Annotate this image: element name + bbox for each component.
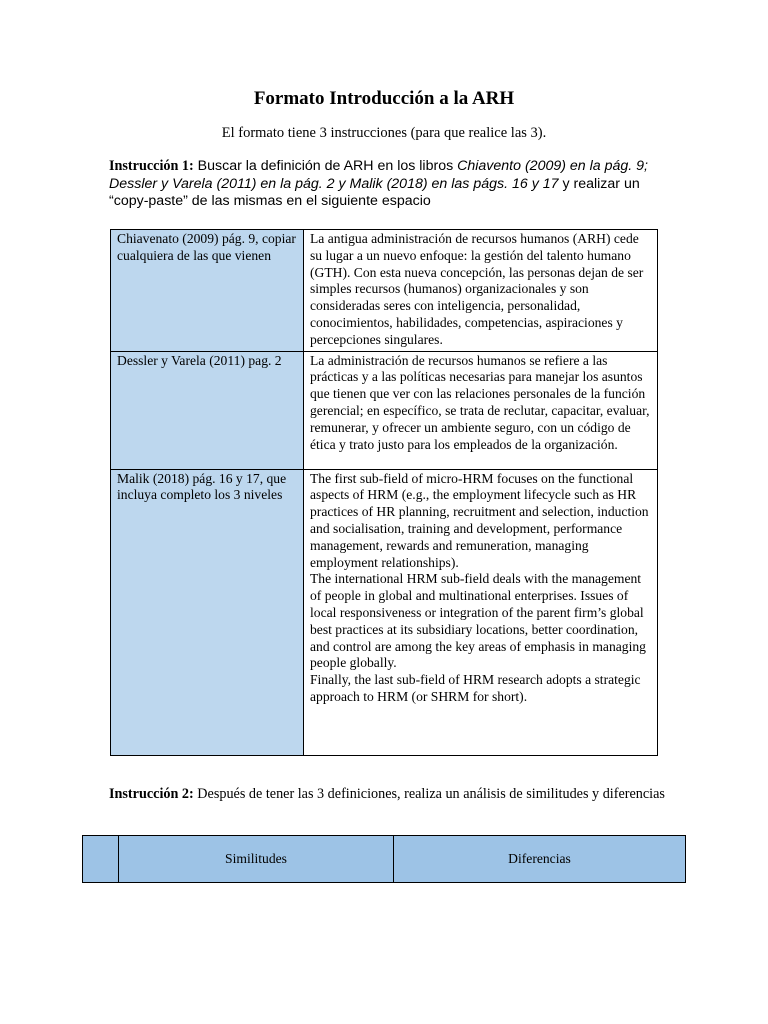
definition-paragraph: The international HRM sub-field deals with the management of people in global and multinational enterprises. Issues of local responsiveness or integration of the parent firm’s global best practices at its subsidiary locations, better coordination, and control are among the key areas of emphasis in managing people globally. bbox=[310, 571, 646, 671]
comparison-header-similitudes: Similitudes bbox=[119, 836, 394, 883]
instruction-1-italic: Chiavento (2009) en la pág. 9; Dessler y Varela (2011) en la pág. 2 y Malik (2018) en las págs. 16 y 17 bbox=[109, 158, 648, 192]
instruction-2 bbox=[109, 785, 669, 803]
source-cell-malik: Malik (2018) pág. 16 y 17, que incluya completo los 3 niveles bbox=[111, 469, 304, 755]
definition-paragraph: La antigua administración de recursos humanos (ARH) cede su lugar a un nuevo enfoque: la gestión del talento humano (GTH). Con esta nueva concepción, las personas dejan de ser simples recursos (humanos) organizacionales y son consideradas seres con inteligencia, personalidad, conocimientos, habilidades, competencias, aspiraciones y percepciones singulares. bbox=[310, 231, 644, 347]
table-row bbox=[111, 469, 658, 755]
instruction-1-text-b: y realizar un “copy-paste” de las mismas en el siguiente espacio bbox=[109, 175, 640, 209]
definition-paragraph: La administración de recursos humanos se refiere a las prácticas y a las políticas necesarias para manejar los asuntos que tienen que ver con las relaciones personales de la función gerencial; en específico, se trata de reclutar, capacitar, evaluar, remunerar, y ofrecer un ambiente seguro, con un código de ética y trato justo para los empleados de la organización. bbox=[310, 352, 650, 452]
comparison-blank-cell[interactable] bbox=[83, 836, 119, 883]
table-row bbox=[111, 230, 658, 352]
instruction-1-text-a: Buscar la definición de ARH en los libros bbox=[193, 158, 458, 174]
source-cell-chiavenato: Chiavenato (2009) pág. 9, copiar cualquiera de las que vienen bbox=[111, 230, 304, 352]
instruction-1-label: Instrucción 1: bbox=[109, 158, 194, 174]
definition-cell-malik[interactable] bbox=[304, 469, 658, 755]
instruction-2-text: Después de tener las 3 definiciones, realiza un análisis de similitudes y diferencias bbox=[193, 786, 665, 802]
definition-cell-chiavenato[interactable] bbox=[304, 230, 658, 352]
definition-paragraph: Finally, the last sub-field of HRM research adopts a strategic approach to HRM (or SHRM for short). bbox=[310, 672, 641, 704]
source-cell-dessler: Dessler y Varela (2011) pag. 2 bbox=[111, 351, 304, 469]
instruction-1 bbox=[109, 158, 669, 211]
table-row bbox=[83, 836, 686, 883]
instruction-2-label: Instrucción 2: bbox=[109, 786, 194, 802]
definitions-table bbox=[110, 229, 658, 756]
table-row bbox=[111, 351, 658, 469]
document-title: Formato Introducción a la ARH bbox=[253, 88, 515, 109]
comparison-header-diferencias: Diferencias bbox=[394, 836, 686, 883]
document-subtitle: El formato tiene 3 instrucciones (para que realice las 3). bbox=[221, 125, 547, 141]
definition-paragraph: The first sub-field of micro-HRM focuses on the functional aspects of HRM (e.g., the employment lifecycle such as HR practices of HR planning, recruitment and selection, induction and socialisation, training and development, performance management, rewards and remuneration, managing employment relationships). bbox=[310, 470, 649, 570]
comparison-table bbox=[82, 835, 686, 883]
definition-cell-dessler[interactable] bbox=[304, 351, 658, 469]
